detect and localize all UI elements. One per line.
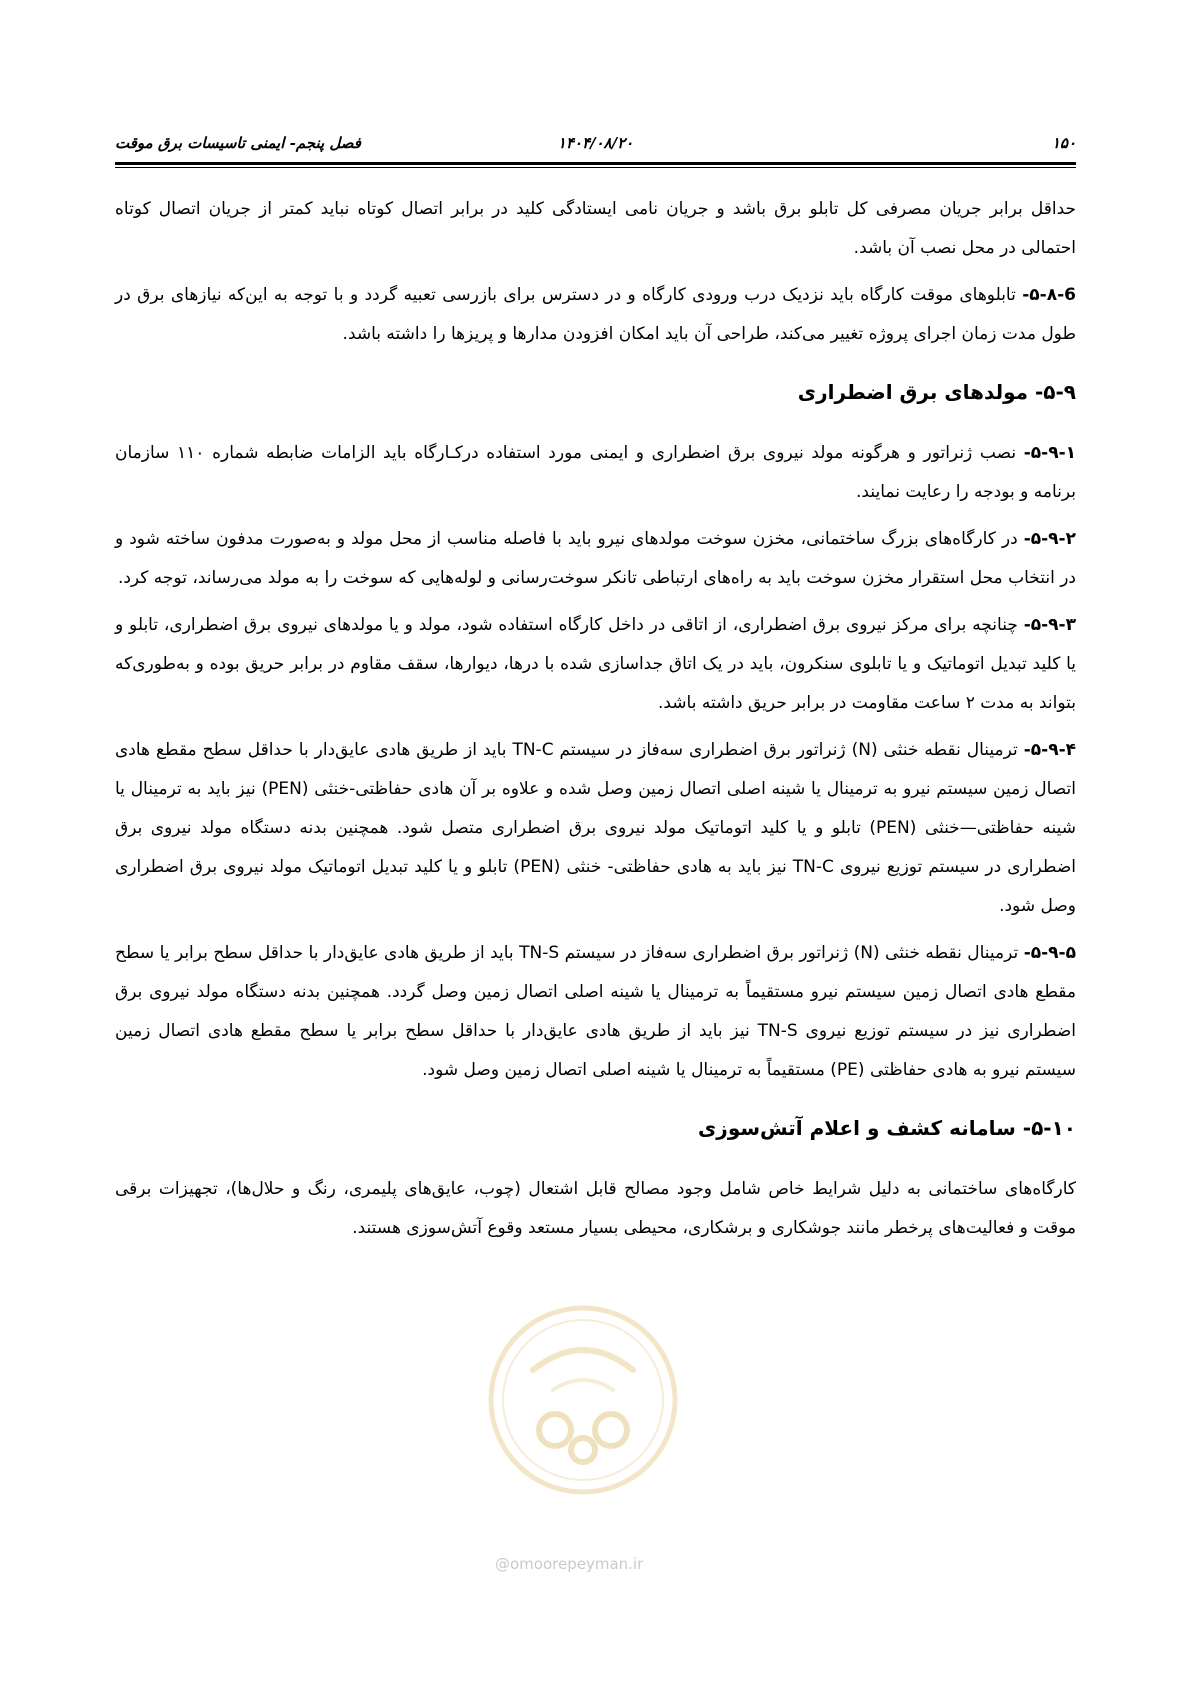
paragraph	[115, 520, 1076, 598]
paragraph-text: در کارگاه‌های بزرگ ساختمانی، مخزن سوخت مولدهای نیرو باید با فاصله مناسب از محل مولد و به‌صورت مدفون ساخته شود و در انتخاب محل استقرار مخزن سوخت باید به راه‌های ارتباطی تانکر سوخت‌رسانی و لوله‌هایی که سوخت را به مولد می‌رساند، توجه کرد.	[115, 529, 1076, 588]
page-header	[115, 128, 1076, 166]
clause-number: ۵-۹-۲-	[1023, 529, 1076, 549]
clause-number: ۵-۹-۴-	[1023, 740, 1077, 760]
paragraph-text: چنانچه برای مرکز نیروی برق اضطراری، از اتاقی در داخل کارگاه استفاده شود، مولد و یا مولدهای نیروی برق اضطراری، تابلو و یا کلید تبدیل اتوماتیک و یا تابلوی سنکرون، باید در یک اتاق جداسازی شده با درها، دیوارها، سقف مقاوم در برابر حریق بوده و به‌طوری‌که بتواند به مدت ۲ ساعت مقاومت در برابر حریق داشته باشد.	[115, 615, 1076, 713]
watermark-logo	[483, 1300, 683, 1500]
paragraph	[115, 606, 1076, 723]
paragraph	[115, 731, 1076, 926]
paragraph-text: ترمینال نقطه خنثی (N) ژنراتور برق اضطراری سه‌فاز در سیستم TN-S باید از طریق هادی عایق‌دار با حداقل سطح برابر یا سطح مقطع هادی اتصال زمین سیستم نیرو مستقیماً به ترمینال یا شینه اصلی اتصال زمین وصل گردد. همچنین بدنه دستگاه مولد نیروی برق اضطراری نیز در سیستم توزیع نیروی TN-S نیز باید از طریق هادی عایق‌دار با حداقل سطح برابر یا سطح مقطع هادی اتصال زمین سیستم نیرو به هادی حفاظتی (PE) مستقیماً به ترمینال یا شینه اصلی اتصال زمین وصل شود.	[115, 943, 1076, 1080]
page-number: ۱۵۰	[1051, 134, 1076, 152]
clause-number: ۵-۹-۳-	[1023, 615, 1076, 635]
paragraph-text: نصب ژنراتور و هرگونه مولد نیروی برق اضطراری و ایمنی مورد استفاده درکـارگاه باید الزامات ضابطه شماره ۱۱۰ سازمان برنامه و بودجه را رعایت نمایند.	[115, 443, 1076, 502]
paragraph-text: ترمینال نقطه خنثی (N) ژنراتور برق اضطراری سه‌فاز در سیستم TN-C باید از طریق هادی عایق‌دار با حداقل سطح مقطع هادی اتصال زمین سیستم نیرو به ترمینال یا شینه اصلی اتصال زمین وصل شده و علاوه بر آن هادی حفاظتی-خنثی (PEN) نیز باید به ترمینال یا شینه حفاظتی—خنثی (PEN) تابلو و یا کلید اتوماتیک مولد نیروی برق اضطراری متصل شود. همچنین بدنه دستگاه مولد نیروی برق اضطراری در سیستم توزیع نیروی TN-C نیز باید به هادی حفاظتی- خنثی (PEN) تابلو و یا کلید تبدیل اتوماتیک مولد نیروی برق اضطراری وصل شود.	[115, 740, 1076, 916]
header-rule-thin	[115, 167, 1076, 168]
paragraph-text: تابلوهای موقت کارگاه باید نزدیک درب ورودی کارگاه و در دسترس برای بازرسی تعبیه گردد و با توجه به این‌که نیازهای برق در طول مدت زمان اجرای پروژه تغییر می‌کند، طراحی آن باید امکان افزودن مدارها و پریزها را داشته باشد.	[115, 285, 1076, 344]
paragraph	[115, 276, 1076, 354]
header-date: ۱۴۰۴/۰۸/۲۰	[557, 134, 634, 152]
clause-number: ۵-۹-۱-	[1023, 443, 1077, 463]
paragraph: حداقل برابر جریان مصرفی کل تابلو برق باشد و جریان نامی ایستادگی کلید در برابر اتصال کوتاه نباید کمتر از جریان اتصال کوتاه احتمالی در محل نصب آن باشد.	[115, 199, 1076, 258]
header-rule-thick	[115, 162, 1076, 165]
chapter-title: فصل پنجم- ایمنی تاسیسات برق موقت	[115, 134, 361, 152]
watermark-url: @omoorepeyman.ir	[495, 1555, 644, 1573]
paragraph	[115, 434, 1076, 512]
paragraph	[115, 934, 1076, 1090]
page-body	[115, 190, 1076, 1248]
paragraph: کارگاه‌های ساختمانی به دلیل شرایط خاص شامل وجود مصالح قابل اشتعال (چوب، عایق‌های پلیمری، رنگ و حلال‌ها)، تجهیزات برقی موقت و فعالیت‌های پرخطر مانند جوشکاری و برشکاری، محیطی بسیار مستعد وقوع آتش‌سوزی هستند.	[115, 1179, 1076, 1238]
section-heading: ۵-۹- مولدهای برق اضطراری	[797, 380, 1076, 404]
clause-number: ۵-۸-6-	[1022, 285, 1076, 305]
section-heading: ۵-۱۰- سامانه کشف و اعلام آتش‌سوزی	[697, 1116, 1076, 1140]
clause-number: ۵-۹-۵-	[1023, 943, 1076, 963]
